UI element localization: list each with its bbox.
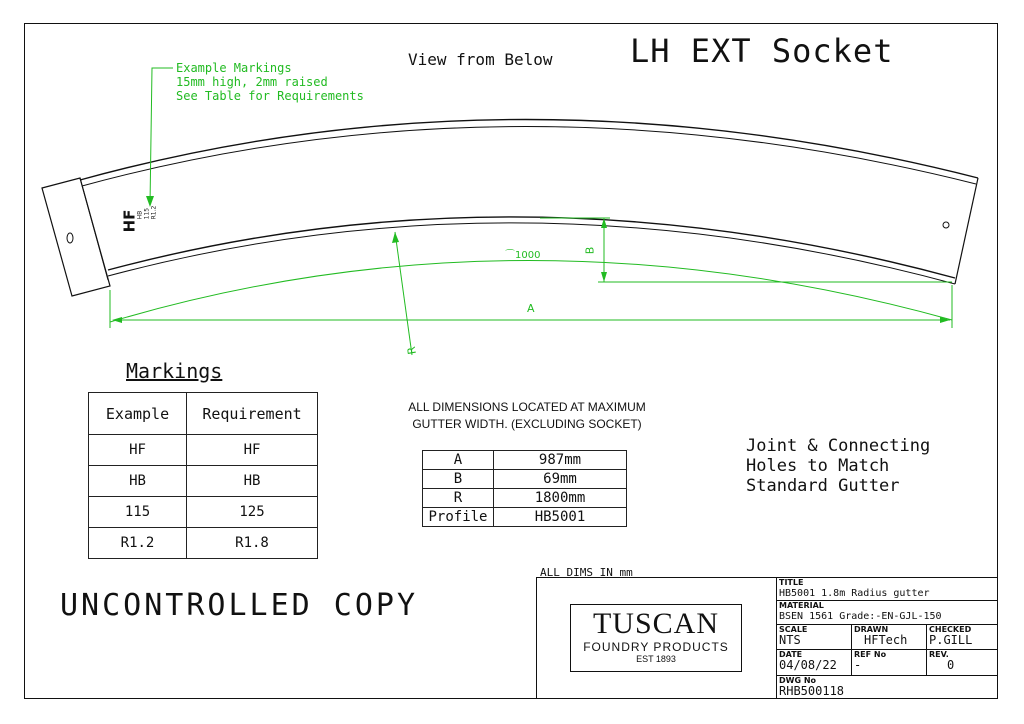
gutter-outer-edge (80, 119, 978, 180)
table-row (423, 451, 627, 470)
dim-r-line (395, 232, 412, 355)
gutter-outer-edge-inner (82, 126, 976, 186)
table-row (89, 435, 318, 466)
scale-value: NTS (779, 633, 801, 647)
scale-cell (776, 624, 852, 650)
material-label: MATERIAL (779, 601, 824, 610)
joint-note-line-3: Standard Gutter (746, 476, 900, 496)
dimensions-note-line-2: GUTTER WIDTH. (EXCLUDING SOCKET) (412, 417, 642, 431)
radius-callout: ⌒1000 (505, 250, 541, 261)
table-cell: 115 (89, 497, 187, 528)
table-cell: R (423, 489, 494, 508)
joint-note (746, 436, 930, 496)
table-row (423, 489, 627, 508)
markings-header-requirement: Requirement (187, 393, 318, 435)
ref-value: - (854, 658, 862, 672)
part-marking-small (136, 206, 157, 220)
table-cell: 1800mm (494, 489, 627, 508)
dimensions-table (422, 450, 627, 527)
part-marking-small-3: R1.2 (150, 205, 158, 220)
marking-note-line-1: Example Markings (176, 61, 292, 75)
drawn-label: DRAWN (854, 625, 889, 634)
part-marking-hf: HF (120, 209, 139, 233)
table-cell: HF (89, 435, 187, 466)
checked-label: CHECKED (929, 625, 972, 634)
view-label: View from Below (408, 50, 553, 69)
date-value: 04/08/22 (779, 658, 837, 672)
table-cell: HF (187, 435, 318, 466)
material-value: BSEN 1561 Grade:-EN-GJL-150 (779, 611, 942, 622)
table-row (423, 508, 627, 527)
socket-hole-icon (67, 233, 73, 243)
note-leader (150, 68, 173, 205)
material-cell (776, 600, 998, 625)
table-cell: 987mm (494, 451, 627, 470)
table-cell: HB5001 (494, 508, 627, 527)
uncontrolled-copy-stamp: UNCONTROLLED COPY (60, 588, 419, 623)
table-cell: 125 (187, 497, 318, 528)
dimensions-note (372, 399, 682, 433)
all-dims-note: ALL DIMS IN mm (540, 566, 633, 579)
table-row (423, 470, 627, 489)
marking-note-line-3: See Table for Requirements (176, 89, 364, 103)
ref-cell (851, 649, 927, 676)
table-cell: HB (89, 466, 187, 497)
ref-label: REF No (854, 650, 887, 659)
gutter-right-end (955, 178, 978, 284)
drawn-cell (851, 624, 927, 650)
checked-cell (926, 624, 998, 650)
connecting-hole-icon (943, 222, 949, 228)
logo-name: TUSCAN (592, 607, 719, 640)
socket-inner-line (80, 178, 108, 280)
rev-cell (926, 649, 998, 676)
table-cell: B (423, 470, 494, 489)
table-cell: 69mm (494, 470, 627, 489)
marking-note (176, 61, 364, 103)
part-marking-small-2: 115 (143, 207, 151, 220)
title-value: HB5001 1.8m Radius gutter (779, 588, 930, 599)
table-row (89, 497, 318, 528)
table-cell: A (423, 451, 494, 470)
drawn-value: HFTech (864, 633, 908, 647)
dwg-cell (776, 675, 998, 699)
title-label: TITLE (779, 578, 804, 587)
dimensions-note-line-1: ALL DIMENSIONS LOCATED AT MAXIMUM (408, 400, 646, 414)
title-cell (776, 577, 998, 601)
table-cell: R1.2 (89, 528, 187, 559)
drawing-heading: LH EXT Socket (630, 32, 894, 70)
date-label: DATE (779, 650, 803, 659)
joint-note-line-2: Holes to Match (746, 456, 890, 476)
part-marking-small-1: HB (136, 210, 144, 220)
checked-value: P.GILL (929, 633, 973, 647)
company-logo (570, 604, 742, 672)
rev-label: REV. (929, 650, 949, 659)
table-cell: Profile (423, 508, 494, 527)
scale-label: SCALE (779, 625, 808, 634)
table-row (89, 528, 318, 559)
table-cell: HB (187, 466, 318, 497)
dwg-value: RHB500118 (779, 684, 845, 698)
logo-sub: FOUNDRY PRODUCTS (583, 640, 729, 654)
joint-note-line-1: Joint & Connecting (746, 436, 931, 456)
dim-r-label: R (404, 345, 419, 356)
dwg-label: DWG No (779, 676, 817, 685)
markings-title: Markings (126, 359, 223, 383)
dim-b-label: B (583, 246, 597, 255)
dim-a-label: A (527, 302, 535, 315)
date-cell (776, 649, 852, 676)
table-cell: R1.8 (187, 528, 318, 559)
logo-est: EST 1893 (636, 654, 676, 664)
table-row (89, 466, 318, 497)
marking-note-line-2: 15mm high, 2mm raised (176, 75, 328, 89)
markings-header-example: Example (89, 393, 187, 435)
socket-outline (42, 178, 110, 296)
markings-table (88, 392, 318, 559)
rev-value: 0 (947, 658, 955, 672)
